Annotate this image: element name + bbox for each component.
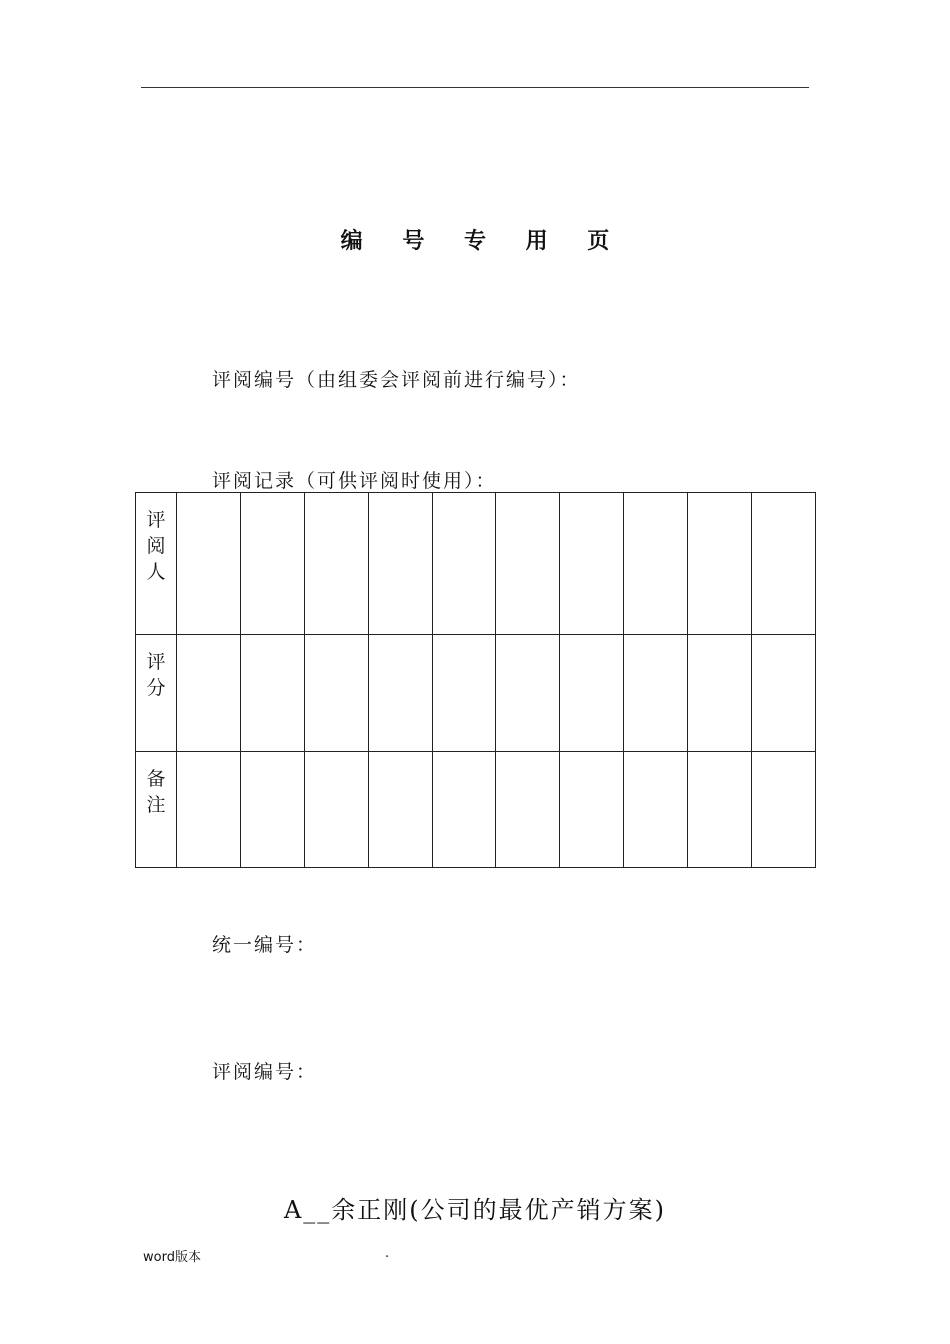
review-record-label: 评阅记录（可供评阅时使用）： [212, 470, 497, 492]
table-row-notes [136, 752, 816, 868]
header-rule [141, 87, 809, 88]
table-cell[interactable] [496, 493, 560, 635]
row-header-notes [136, 752, 177, 868]
table-cell[interactable] [560, 635, 624, 752]
table-cell[interactable] [624, 493, 688, 635]
table-cell[interactable] [624, 752, 688, 868]
table-cell[interactable] [560, 752, 624, 868]
table-cell[interactable] [240, 752, 304, 868]
table-cell[interactable] [177, 493, 241, 635]
row-header-reviewer-text: 评阅人 [146, 509, 166, 583]
table-cell[interactable] [432, 493, 496, 635]
table-cell[interactable] [368, 752, 432, 868]
row-header-score [136, 635, 177, 752]
table-cell[interactable] [560, 493, 624, 635]
row-header-score-text: 评分 [146, 651, 166, 699]
footer-note: word版本 [143, 1250, 201, 1265]
table-cell[interactable] [177, 752, 241, 868]
table-cell[interactable] [304, 635, 368, 752]
table-cell[interactable] [752, 493, 816, 635]
page-title: 编 号 专 用 页 [340, 228, 626, 254]
table-cell[interactable] [688, 752, 752, 868]
row-header-reviewer [136, 493, 177, 635]
review-code-label-2: 评阅编号： [212, 1061, 318, 1083]
footer-dot: . [385, 1246, 390, 1261]
table-cell[interactable] [368, 635, 432, 752]
document-title: A__余正刚(公司的最优产销方案) [283, 1196, 667, 1224]
table-cell[interactable] [177, 635, 241, 752]
table-cell[interactable] [432, 635, 496, 752]
table-cell[interactable] [240, 493, 304, 635]
table-cell[interactable] [688, 635, 752, 752]
table-cell[interactable] [624, 635, 688, 752]
table-cell[interactable] [432, 752, 496, 868]
table-cell[interactable] [688, 493, 752, 635]
table-cell[interactable] [240, 635, 304, 752]
row-header-notes-text: 备注 [146, 768, 166, 816]
table-row-reviewer [136, 493, 816, 635]
table-cell[interactable] [752, 635, 816, 752]
review-record-table [135, 492, 816, 868]
review-code-label: 评阅编号（由组委会评阅前进行编号）： [212, 369, 581, 391]
unified-code-label: 统一编号： [212, 934, 318, 956]
table-row-score [136, 635, 816, 752]
table-cell[interactable] [496, 752, 560, 868]
table-cell[interactable] [752, 752, 816, 868]
table-cell[interactable] [368, 493, 432, 635]
table-cell[interactable] [496, 635, 560, 752]
table-cell[interactable] [304, 752, 368, 868]
table-cell[interactable] [304, 493, 368, 635]
